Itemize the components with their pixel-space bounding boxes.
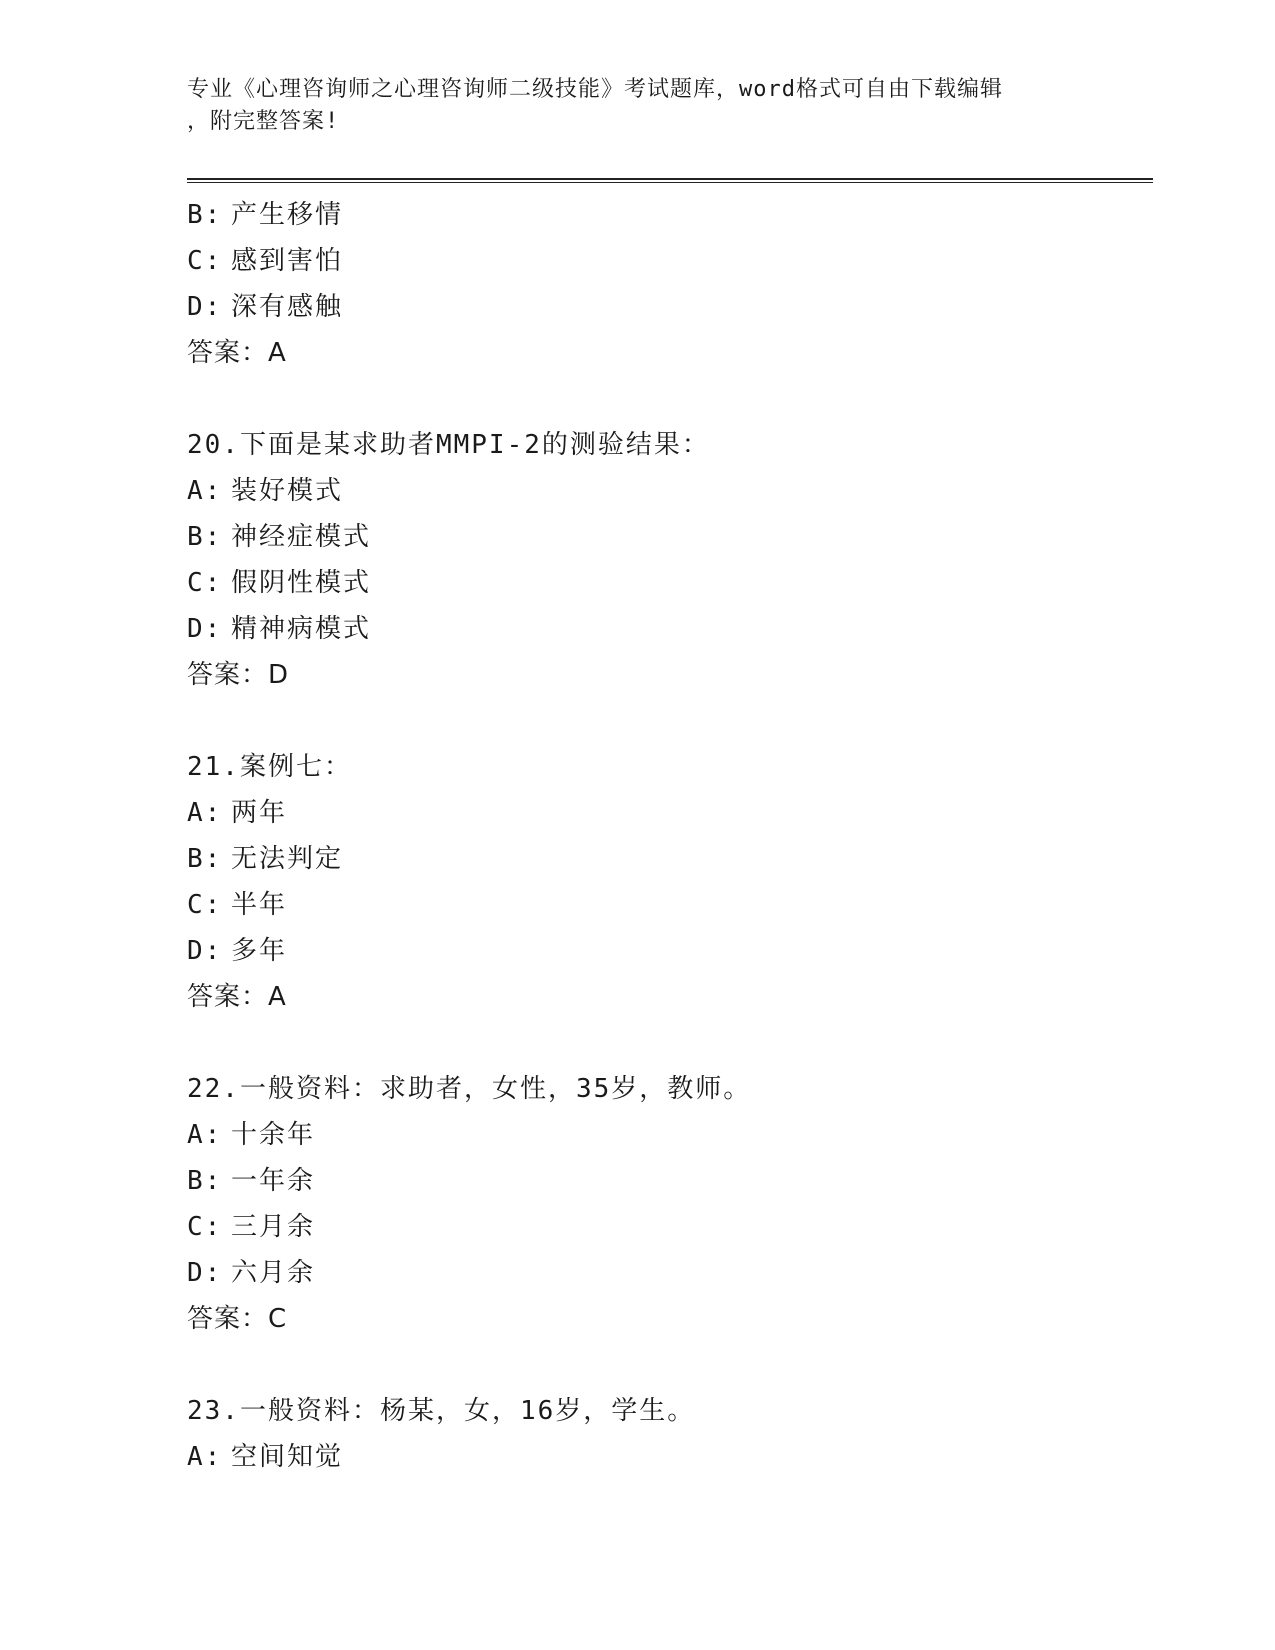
question-stem: 22.一般资料：求助者，女性，35岁，教师。	[187, 1074, 752, 1104]
question-list	[187, 192, 1147, 1480]
option-b: B: 一年余	[187, 1166, 316, 1196]
question-stem: 21.案例七：	[187, 752, 352, 782]
question-continuation	[187, 192, 1147, 376]
option-a: A: 空间知觉	[187, 1442, 344, 1472]
option-b: B: 神经症模式	[187, 522, 372, 552]
option-d: D: 精神病模式	[187, 614, 372, 644]
question-22	[187, 1066, 1147, 1342]
question-stem: 23.一般资料：杨某，女，16岁，学生。	[187, 1396, 696, 1426]
option-d: D: 六月余	[187, 1258, 316, 1288]
option-c: C: 三月余	[187, 1212, 316, 1242]
header-line-2: ，附完整答案!	[187, 109, 340, 134]
option-d: D: 深有感触	[187, 292, 344, 322]
question-stem: 20.下面是某求助者MMPI-2的测验结果：	[187, 430, 710, 460]
answer-line: 答案：A	[187, 338, 287, 368]
option-a: A: 两年	[187, 798, 288, 828]
option-d: D: 多年	[187, 936, 288, 966]
question-20	[187, 422, 1147, 698]
option-b: B: 产生移情	[187, 200, 344, 230]
option-a: A: 装好模式	[187, 476, 344, 506]
header-divider	[187, 178, 1153, 183]
answer-line: 答案：A	[187, 982, 287, 1012]
question-23	[187, 1388, 1147, 1480]
page-header	[187, 74, 1087, 138]
header-line-1: 专业《心理咨询师之心理咨询师二级技能》考试题库，word格式可自由下载编辑	[187, 77, 1003, 102]
option-c: C: 感到害怕	[187, 246, 344, 276]
option-a: A: 十余年	[187, 1120, 316, 1150]
option-c: C: 半年	[187, 890, 288, 920]
option-b: B: 无法判定	[187, 844, 344, 874]
answer-line: 答案：C	[187, 1304, 288, 1334]
answer-line: 答案：D	[187, 660, 290, 690]
option-c: C: 假阴性模式	[187, 568, 372, 598]
question-21	[187, 744, 1147, 1020]
